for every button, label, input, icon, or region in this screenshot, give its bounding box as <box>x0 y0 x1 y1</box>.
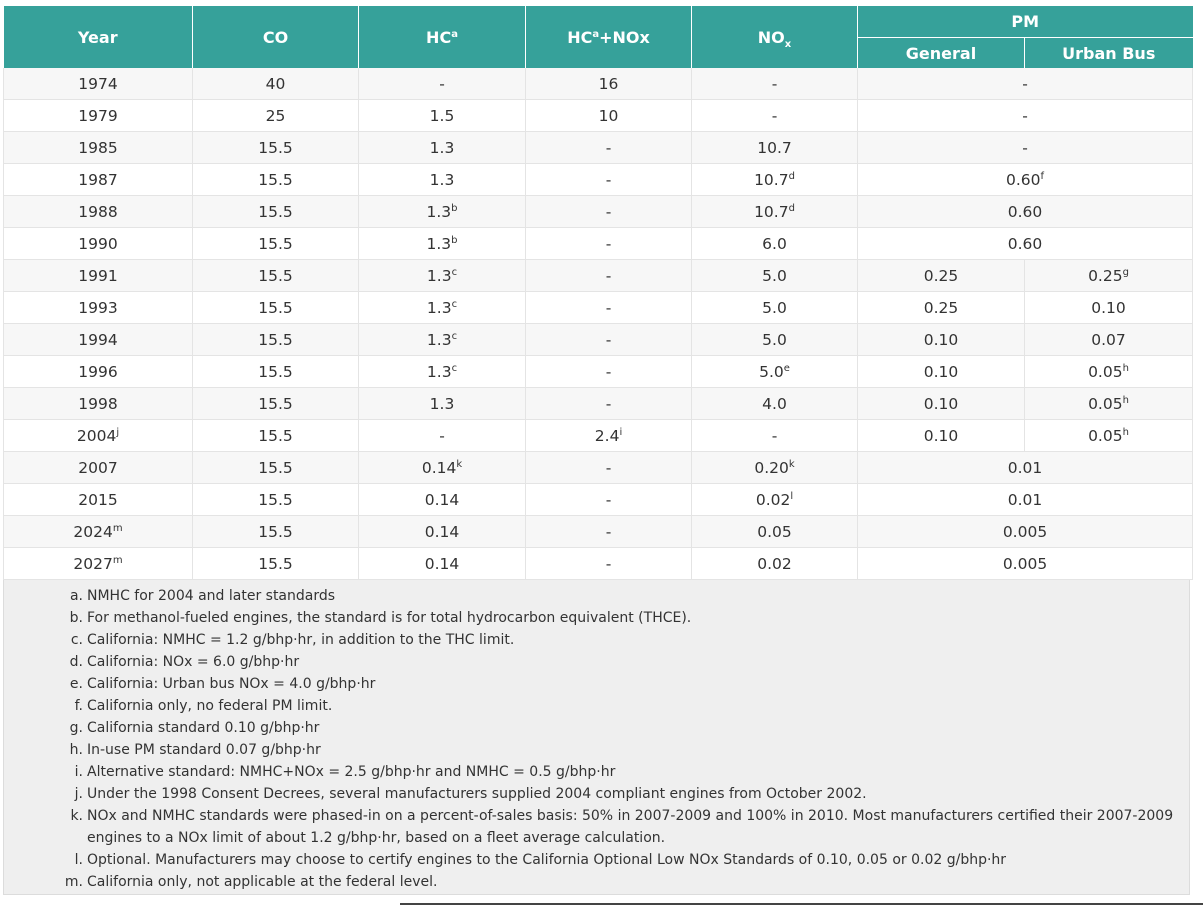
cell-co: 15.5 <box>193 196 359 228</box>
cell-hc: - <box>359 420 526 452</box>
cell-pm: 0.01 <box>858 484 1193 516</box>
footnote-label: k. <box>70 808 83 824</box>
footnote-label: e. <box>69 676 83 692</box>
cell-hc-nox: - <box>526 452 692 484</box>
footnote-text: For methanol-fueled engines, the standard is for total hydrocarbon equivalent (THCE). <box>87 610 692 626</box>
cell-year: 1990 <box>4 228 193 260</box>
header-pm-general: General <box>858 38 1025 69</box>
table-body <box>4 68 1193 580</box>
cell-hc-nox: - <box>526 196 692 228</box>
cell-co: 15.5 <box>193 516 359 548</box>
footnote-text: California: Urban bus NOx = 4.0 g/bhp·hr <box>87 676 376 692</box>
cell-year: 2024$^m$ <box>4 516 193 548</box>
cell-year: 1998 <box>4 388 193 420</box>
cell-hc-nox: - <box>526 516 692 548</box>
cell-pm: 0.60 <box>858 228 1193 260</box>
cell-year: 1991 <box>4 260 193 292</box>
cell-pm-general: 0.25 <box>858 292 1025 324</box>
cell-pm: 0.005 <box>858 548 1193 580</box>
footnote-item <box>4 871 1181 893</box>
cell-hc-nox: - <box>526 324 692 356</box>
table-row <box>4 164 1193 196</box>
cell-pm-general: 0.10 <box>858 420 1025 452</box>
cell-hc: 1.3 <box>359 132 526 164</box>
cell-hc: 1.3$^c$ <box>359 260 526 292</box>
cell-pm: - <box>858 100 1193 132</box>
cell-co: 15.5 <box>193 324 359 356</box>
table-row <box>4 516 1193 548</box>
cell-hc-nox: 16 <box>526 68 692 100</box>
cell-pm-urban-bus: 0.25$^g$ <box>1025 260 1193 292</box>
table-row <box>4 388 1193 420</box>
footnote-item <box>4 673 1181 695</box>
cell-hc-nox: - <box>526 260 692 292</box>
footnote-text: Alternative standard: NMHC+NOx = 2.5 g/bhp·hr and NMHC = 0.5 g/bhp·hr <box>87 764 616 780</box>
cell-pm-urban-bus: 0.07 <box>1025 324 1193 356</box>
cell-year: 1987 <box>4 164 193 196</box>
footnote-item <box>4 805 1181 849</box>
cell-co: 25 <box>193 100 359 132</box>
cell-nox: 10.7$^d$ <box>692 196 858 228</box>
footnote-text: In-use PM standard 0.07 g/bhp·hr <box>87 742 321 758</box>
cell-hc: 1.5 <box>359 100 526 132</box>
cell-hc: 0.14 <box>359 484 526 516</box>
footnote-text: California only, not applicable at the federal level. <box>87 874 438 890</box>
footnotes <box>3 580 1190 895</box>
cell-hc-nox: - <box>526 164 692 196</box>
footnote-label: a. <box>69 588 83 604</box>
table-row <box>4 324 1193 356</box>
cell-hc: 1.3 <box>359 388 526 420</box>
cell-co: 15.5 <box>193 420 359 452</box>
footnote-item <box>4 651 1181 673</box>
table-row <box>4 100 1193 132</box>
footnote-text: NMHC for 2004 and later standards <box>87 588 336 604</box>
cell-year: 1985 <box>4 132 193 164</box>
footnote-text: California standard 0.10 g/bhp·hr <box>87 720 320 736</box>
cell-nox: 5.0e <box>692 356 858 388</box>
footnote-label: i. <box>74 764 83 780</box>
cell-pm: 0.60 <box>858 196 1193 228</box>
cell-co: 15.5 <box>193 452 359 484</box>
cell-nox: 5.0 <box>692 324 858 356</box>
cell-nox: 10.7 <box>692 132 858 164</box>
table-row <box>4 420 1193 452</box>
footnote-item <box>4 783 1181 805</box>
page-divider <box>400 903 1203 905</box>
header-co: CO <box>193 6 359 68</box>
cell-nox: 10.7$^d$ <box>692 164 858 196</box>
cell-nox: 6.0 <box>692 228 858 260</box>
footnote-item <box>4 607 1181 629</box>
footnote-label: h. <box>69 742 83 758</box>
cell-co: 15.5 <box>193 260 359 292</box>
table-row <box>4 68 1193 100</box>
cell-pm-urban-bus: 0.10 <box>1025 292 1193 324</box>
cell-hc: 1.3$^c$ <box>359 292 526 324</box>
cell-year: 1988 <box>4 196 193 228</box>
cell-year: 2015 <box>4 484 193 516</box>
cell-co: 40 <box>193 68 359 100</box>
header-pm: PM <box>858 6 1193 38</box>
table-row <box>4 260 1193 292</box>
footnote-label: m. <box>64 874 83 890</box>
header-pm-urban-bus: Urban Bus <box>1025 38 1193 69</box>
cell-hc: - <box>359 68 526 100</box>
cell-pm: 0.60$^f$ <box>858 164 1193 196</box>
cell-nox: 4.0 <box>692 388 858 420</box>
cell-co: 15.5 <box>193 356 359 388</box>
cell-nox: 0.02 <box>692 548 858 580</box>
footnote-label: j. <box>74 786 83 802</box>
cell-pm: 0.005 <box>858 516 1193 548</box>
footnote-text: Optional. Manufacturers may choose to certify engines to the California Optional Low NOx Standards of 0.10, 0.05 or 0.02 g/bhp·hr <box>87 852 1007 868</box>
footnote-label: f. <box>74 698 83 714</box>
cell-nox: 0.02$^l$ <box>692 484 858 516</box>
footnote-item <box>4 629 1181 651</box>
cell-year: 2004$^j$ <box>4 420 193 452</box>
footnote-text: California: NMHC = 1.2 g/bhp·hr, in addition to the THC limit. <box>87 632 515 648</box>
cell-co: 15.5 <box>193 548 359 580</box>
cell-co: 15.5 <box>193 228 359 260</box>
header-nox: $NO_x$ <box>692 6 858 68</box>
cell-pm-urban-bus: 0.05$^h$ <box>1025 420 1193 452</box>
cell-co: 15.5 <box>193 292 359 324</box>
cell-hc: 1.3$^c$ <box>359 356 526 388</box>
cell-hc-nox: - <box>526 292 692 324</box>
table-row <box>4 484 1193 516</box>
cell-year: 1974 <box>4 68 193 100</box>
cell-year: 1994 <box>4 324 193 356</box>
cell-hc-nox: - <box>526 388 692 420</box>
cell-year: 2027$^m$ <box>4 548 193 580</box>
cell-hc-nox: - <box>526 132 692 164</box>
header-hc: $HC^a$ <box>359 6 526 68</box>
cell-hc: 0.14$^k$ <box>359 452 526 484</box>
table-header <box>4 6 1193 68</box>
cell-nox: - <box>692 420 858 452</box>
cell-year: 1996 <box>4 356 193 388</box>
footnote-label: d. <box>69 654 83 670</box>
table-row <box>4 356 1193 388</box>
cell-hc: 0.14 <box>359 548 526 580</box>
footnote-label: l. <box>74 852 83 868</box>
cell-nox: 5.0 <box>692 292 858 324</box>
footnote-item <box>4 761 1181 783</box>
footnote-item <box>4 695 1181 717</box>
footnote-text: California: NOx = 6.0 g/bhp·hr <box>87 654 300 670</box>
emission-standards-table <box>3 6 1193 580</box>
table-row <box>4 292 1193 324</box>
cell-co: 15.5 <box>193 132 359 164</box>
cell-hc: 1.3$^b$ <box>359 228 526 260</box>
cell-hc-nox: 10 <box>526 100 692 132</box>
footnote-item <box>4 849 1181 871</box>
footnote-label: c. <box>70 632 83 648</box>
cell-hc-nox: - <box>526 228 692 260</box>
cell-pm: - <box>858 68 1193 100</box>
footnote-label: b. <box>69 610 83 626</box>
footnote-label: g. <box>69 720 83 736</box>
cell-hc: 1.3$^c$ <box>359 324 526 356</box>
cell-nox: - <box>692 100 858 132</box>
footnote-text: NOx and NMHC standards were phased-in on a percent-of-sales basis: 50% in 2007-2009 and 100% in 2010. Most manufacturers certified their 2007-2009 engines to a NOx limit of about 1.2 g/bhp·hr, based on a fleet average calculation. <box>87 808 1174 846</box>
cell-pm-general: 0.25 <box>858 260 1025 292</box>
cell-pm-general: 0.10 <box>858 388 1025 420</box>
cell-nox: - <box>692 68 858 100</box>
cell-hc: 1.3 <box>359 164 526 196</box>
footnote-text: California only, no federal PM limit. <box>87 698 333 714</box>
cell-year: 2007 <box>4 452 193 484</box>
cell-pm-general: 0.10 <box>858 324 1025 356</box>
footnote-item <box>4 717 1181 739</box>
cell-year: 1979 <box>4 100 193 132</box>
header-year: Year <box>4 6 193 68</box>
footnote-item <box>4 585 1181 607</box>
cell-hc-nox: - <box>526 484 692 516</box>
cell-pm-general: 0.10 <box>858 356 1025 388</box>
footnote-text: Under the 1998 Consent Decrees, several manufacturers supplied 2004 compliant engines from October 2002. <box>87 786 867 802</box>
cell-hc-nox: 2.4$^i$ <box>526 420 692 452</box>
table-row <box>4 132 1193 164</box>
cell-pm-urban-bus: 0.05$^h$ <box>1025 356 1193 388</box>
cell-pm-urban-bus: 0.05$^h$ <box>1025 388 1193 420</box>
emission-standards-container <box>3 6 1192 895</box>
table-row <box>4 228 1193 260</box>
cell-co: 15.5 <box>193 164 359 196</box>
header-hc-nox: $HC^a+NOx$ <box>526 6 692 68</box>
cell-hc-nox: - <box>526 548 692 580</box>
footnote-item <box>4 739 1181 761</box>
cell-nox: 0.20$^k$ <box>692 452 858 484</box>
cell-hc-nox: - <box>526 356 692 388</box>
cell-hc: 0.14 <box>359 516 526 548</box>
cell-pm: - <box>858 132 1193 164</box>
cell-nox: 5.0 <box>692 260 858 292</box>
cell-co: 15.5 <box>193 388 359 420</box>
cell-co: 15.5 <box>193 484 359 516</box>
cell-year: 1993 <box>4 292 193 324</box>
cell-hc: 1.3$^b$ <box>359 196 526 228</box>
table-row <box>4 196 1193 228</box>
table-row <box>4 452 1193 484</box>
cell-nox: 0.05 <box>692 516 858 548</box>
cell-pm: 0.01 <box>858 452 1193 484</box>
table-row <box>4 548 1193 580</box>
